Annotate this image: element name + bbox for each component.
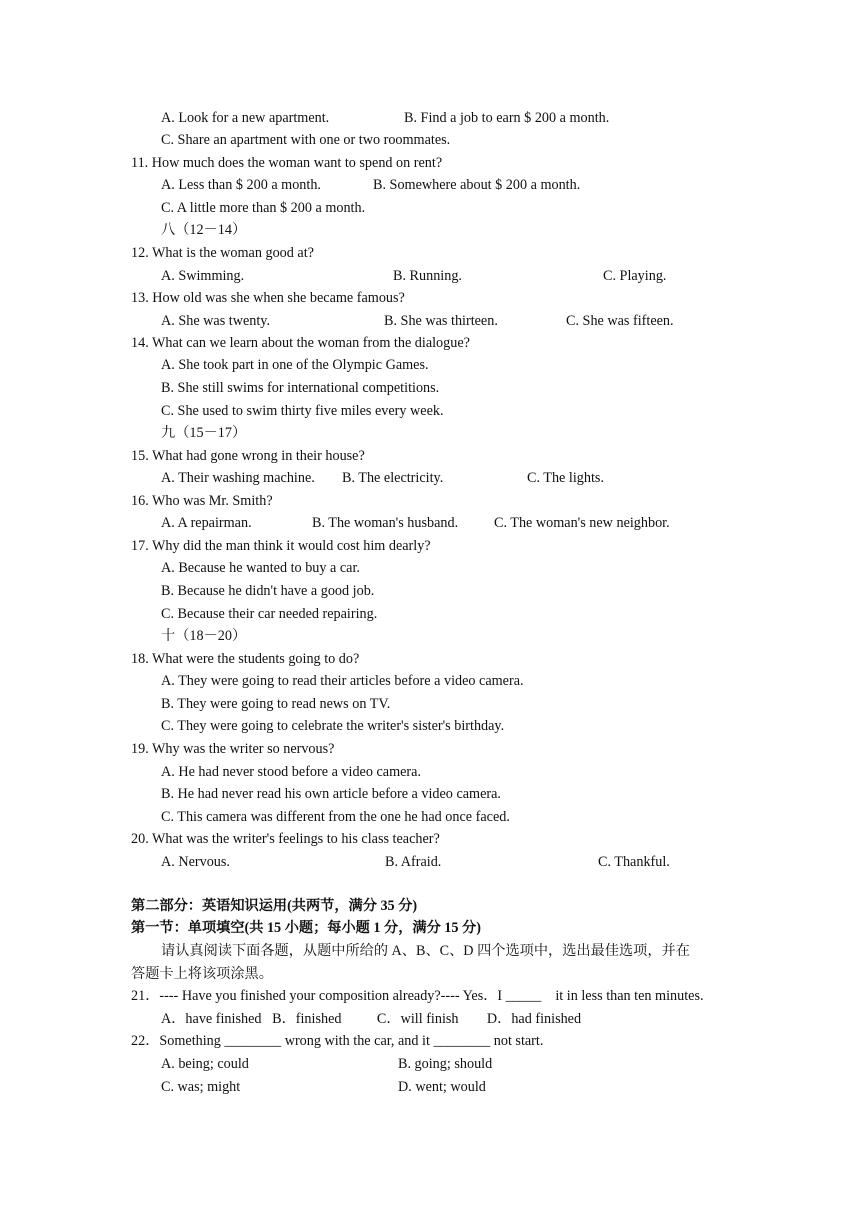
q16-option-a: A. A repairman. bbox=[161, 515, 252, 531]
q20-option-a: A. Nervous. bbox=[161, 854, 230, 870]
part2-heading: 第二部分：英语知识运用(共两节，满分 35 分) bbox=[131, 898, 418, 914]
q20-option-b: B. Afraid. bbox=[385, 854, 442, 870]
q22-option-b: B. going; should bbox=[398, 1056, 493, 1072]
q10-option-a: A. Look for a new apartment. bbox=[161, 110, 330, 126]
q11-option-a: A. Less than $ 200 a month. bbox=[161, 177, 321, 193]
q15-question: 15. What had gone wrong in their house? bbox=[131, 448, 365, 464]
q19-option-a: A. He had never stood before a video camera. bbox=[161, 764, 421, 780]
q10-option-b: B. Find a job to earn $ 200 a month. bbox=[404, 110, 610, 126]
section-heading-10: 十（18－20） bbox=[161, 628, 247, 644]
q17-option-b: B. Because he didn't have a good job. bbox=[161, 583, 375, 599]
q11-question: 11. How much does the woman want to spend on rent? bbox=[131, 155, 443, 171]
q22-option-c: C. was; might bbox=[161, 1079, 241, 1095]
q16-option-c: C. The woman's new neighbor. bbox=[494, 515, 670, 531]
q12-option-c: C. Playing. bbox=[603, 268, 667, 284]
part2-instruction-line2: 答题卡上将该项涂黑。 bbox=[131, 966, 273, 982]
q14-option-c: C. She used to swim thirty five miles every week. bbox=[161, 403, 444, 419]
q20-question: 20. What was the writer's feelings to his class teacher? bbox=[131, 831, 440, 847]
q19-question: 19. Why was the writer so nervous? bbox=[131, 741, 335, 757]
q22-question: 22．Something ________ wrong with the car, and it ________ not start. bbox=[131, 1033, 544, 1049]
q15-option-a: A. Their washing machine. bbox=[161, 470, 315, 486]
q10-option-c: C. Share an apartment with one or two roommates. bbox=[161, 132, 451, 148]
q22-option-a: A. being; could bbox=[161, 1056, 249, 1072]
part2-section1-heading: 第一节：单项填空(共 15 小题；每小题 1 分，满分 15 分) bbox=[131, 920, 481, 936]
q11-option-c: C. A little more than $ 200 a month. bbox=[161, 200, 366, 216]
section-heading-9: 九（15－17） bbox=[161, 425, 247, 441]
q16-option-b: B. The woman's husband. bbox=[312, 515, 459, 531]
q17-option-c: C. Because their car needed repairing. bbox=[161, 606, 378, 622]
q12-question: 12. What is the woman good at? bbox=[131, 245, 314, 261]
part2-instruction-line1: 请认真阅读下面各题，从题中所给的 A、B、C、D 四个选项中，选出最佳选项，并在 bbox=[161, 943, 690, 959]
q18-option-c: C. They were going to celebrate the writer's sister's birthday. bbox=[161, 718, 505, 734]
q13-option-c: C. She was fifteen. bbox=[566, 313, 674, 329]
q14-option-a: A. She took part in one of the Olympic Games. bbox=[161, 357, 429, 373]
q15-option-c: C. The lights. bbox=[527, 470, 604, 486]
q19-option-c: C. This camera was different from the one he had once faced. bbox=[161, 809, 510, 825]
q20-option-c: C. Thankful. bbox=[598, 854, 670, 870]
q11-option-b: B. Somewhere about $ 200 a month. bbox=[373, 177, 581, 193]
q21-question: 21．---- Have you finished your composition already?---- Yes．I _____ it in less than ten minutes. bbox=[131, 988, 704, 1004]
q22-option-d: D. went; would bbox=[398, 1079, 486, 1095]
section-heading-8: 八（12－14） bbox=[161, 222, 247, 238]
q19-option-b: B. He had never read his own article before a video camera. bbox=[161, 786, 501, 802]
q14-question: 14. What can we learn about the woman from the dialogue? bbox=[131, 335, 470, 351]
q12-option-a: A. Swimming. bbox=[161, 268, 245, 284]
q13-question: 13. How old was she when she became famous? bbox=[131, 290, 405, 306]
q17-option-a: A. Because he wanted to buy a car. bbox=[161, 560, 360, 576]
q16-question: 16. Who was Mr. Smith? bbox=[131, 493, 273, 509]
q17-question: 17. Why did the man think it would cost him dearly? bbox=[131, 538, 431, 554]
q21-options: A．have finished B．finished C．will finish D．had finished bbox=[161, 1011, 582, 1027]
q13-option-a: A. She was twenty. bbox=[161, 313, 271, 329]
q15-option-b: B. The electricity. bbox=[342, 470, 444, 486]
q14-option-b: B. She still swims for international competitions. bbox=[161, 380, 440, 396]
q13-option-b: B. She was thirteen. bbox=[384, 313, 498, 329]
q18-question: 18. What were the students going to do? bbox=[131, 651, 360, 667]
q12-option-b: B. Running. bbox=[393, 268, 462, 284]
q18-option-a: A. They were going to read their articles before a video camera. bbox=[161, 673, 524, 689]
q18-option-b: B. They were going to read news on TV. bbox=[161, 696, 391, 712]
